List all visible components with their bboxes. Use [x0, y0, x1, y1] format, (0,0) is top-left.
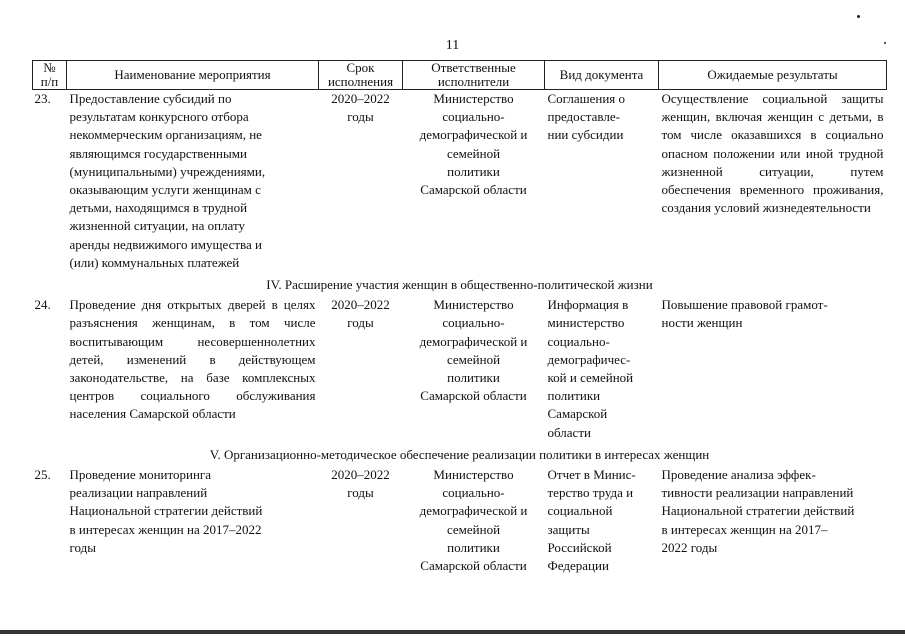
row-number: 24.: [34, 297, 51, 313]
section-heading: IV. Расширение участия женщин в общественно-политической жизни: [266, 277, 653, 293]
row-document: Соглашения о предоставле- нии субсидии: [547, 91, 626, 143]
header-document: Вид документа: [545, 61, 659, 90]
row-name: Предоставление субсидий по результатам конкурсного отбора некоммерческим организациям, не являющимся государственными (муниципальными) учреждениями, оказывающим услуги женщинам с детьми, находящимся в трудной жизненной ситуации, на оплату аренды недвижимого имущества и (или) коммунальных платежей: [69, 91, 266, 270]
row-term: 2020–2022 годы: [331, 297, 390, 331]
bottom-rule: [0, 630, 905, 634]
section-heading-row: [33, 272, 887, 296]
page-number: 11: [445, 38, 460, 53]
table-row: [33, 90, 887, 273]
header-term: Срок исполнения: [319, 61, 403, 90]
row-document: Информация в министерство социально- демографичес- кой и семейной политики Самарской области: [547, 297, 634, 440]
row-results: Повышение правовой грамот- ности женщин: [661, 297, 828, 331]
row-responsible: Министерство социально- демографической и семейной политики Самарской области: [419, 467, 528, 574]
row-term: 2020–2022 годы: [331, 91, 390, 125]
header-name: Наименование мероприятия: [67, 61, 319, 90]
header-responsible: Ответственные исполнители: [403, 61, 545, 90]
row-term: 2020–2022 годы: [331, 467, 390, 501]
header-number: № п/п: [33, 61, 67, 90]
row-document: Отчет в Минис- терство труда и социальной защиты Российской Федерации: [547, 467, 636, 574]
row-name: Проведение мониторинга реализации направлений Национальной стратегии действий в интересах женщин на 2017–2022 годы: [69, 467, 263, 555]
row-results: Проведение анализа эффек- тивности реализации направлений Национальной стратегии действий в интересах женщин на 2017– 2022 годы: [661, 467, 855, 555]
scan-speck: [884, 42, 886, 44]
scan-speck: [857, 15, 860, 18]
table-header-row: [33, 61, 887, 90]
measures-table: [32, 60, 887, 575]
row-name: Проведение дня открытых дверей в целях разъяснения женщинам, в том числе воспитывающим несовершеннолетних детей, изменений в действующем законодательстве, на базе комплексных центров социального обслуживания населения Самарской области: [69, 297, 316, 422]
section-heading-row: [33, 442, 887, 466]
table-row: [33, 296, 887, 442]
row-results: Осуществление социальной защиты женщин, включая женщин с детьми, в том числе оказавшихся в социально опасном положении или иной трудной жизненной ситуации, путем обеспечения временного проживания, создания условий жизнедеятельности: [661, 91, 884, 216]
row-number: 23.: [34, 91, 51, 106]
row-responsible: Министерство социально- демографической и семейной политики Самарской области: [419, 91, 528, 198]
section-heading: V. Организационно-методическое обеспечение реализации политики в интересах женщин: [209, 446, 710, 462]
table-row: [33, 466, 887, 575]
row-number: 25.: [34, 467, 51, 483]
header-results: Ожидаемые результаты: [659, 61, 887, 90]
row-responsible: Министерство социально- демографической и семейной политики Самарской области: [419, 297, 528, 404]
